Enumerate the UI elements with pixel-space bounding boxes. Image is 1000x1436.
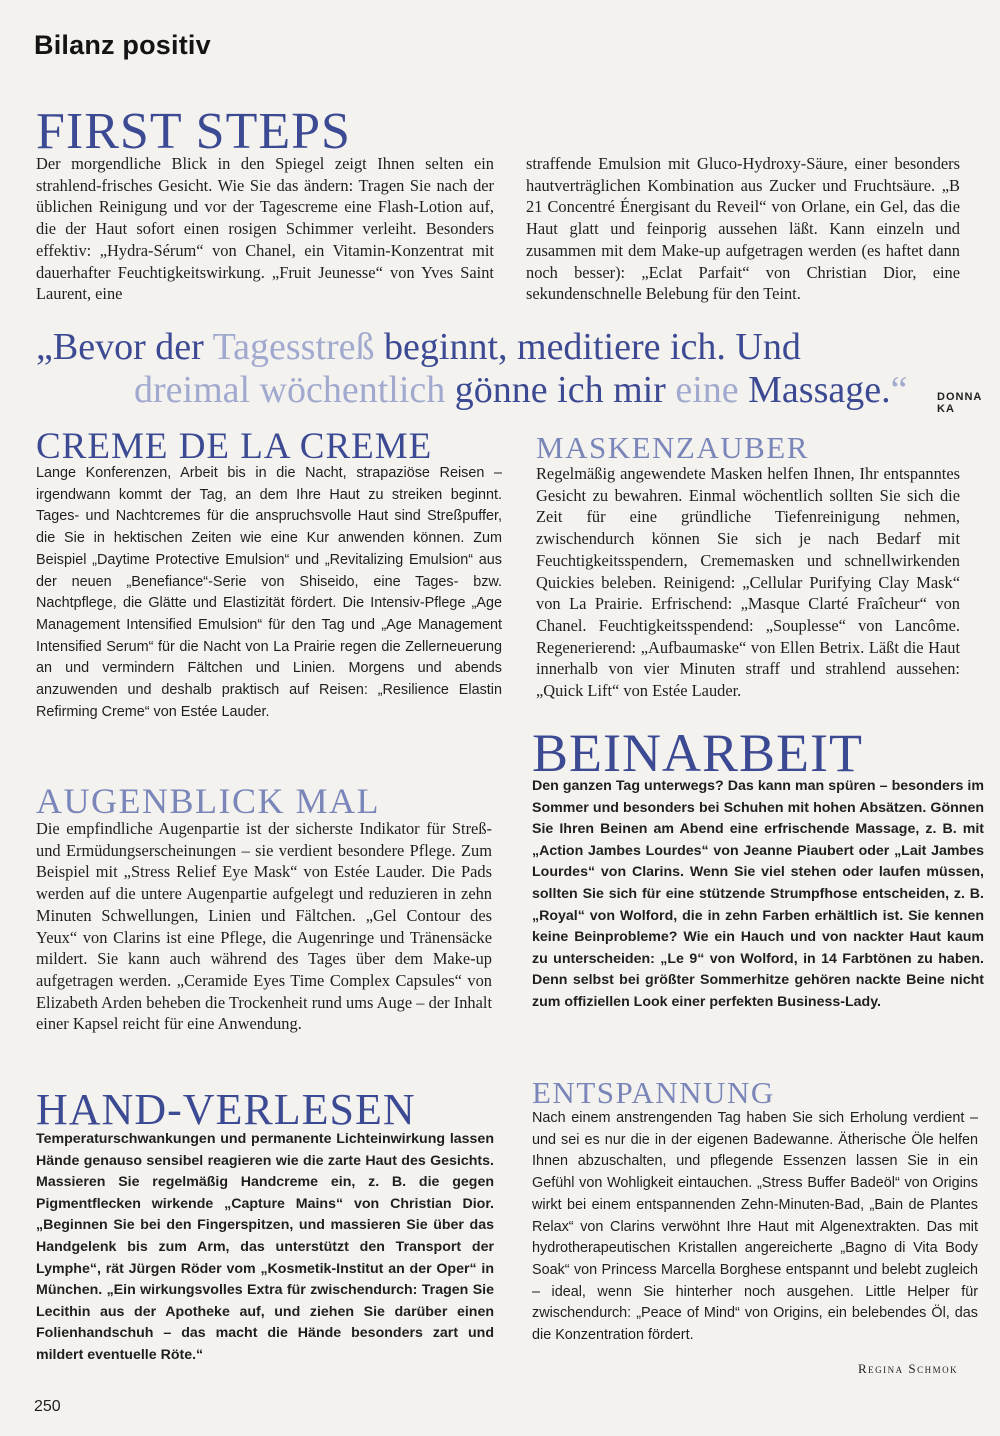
entsp-title: ENTSPANNUNG <box>532 1075 775 1110</box>
first-steps-title: FIRST STEPS <box>36 103 351 160</box>
quote-credit: DONNA KA <box>937 391 982 415</box>
masken-title: MASKENZAUBER <box>536 430 809 465</box>
hand-title: HAND-VERLESEN <box>36 1085 416 1134</box>
hand-text: Temperaturschwankungen und permanente Lichteinwirkung lassen Hände genauso sensibel reagieren wie die zarte Haut des Gesichts. Massieren Sie regelmäßig Handcreme ein, z. B. die gegen Pigmentflecken wirkende „Capture Mains“ von Christian Dior. „Beginnen Sie bei den Fingerspitzen, und massieren Sie über das Handgelenk bis zum Arm, das unterstützt den Transport der Lymphe“, rät Jürgen Röder vom „Kosmetik-Institut an der Oper“ in München. „Ein wirkungsvolles Extra für zwischendurch: Tragen Sie Lecithin aus der Apotheke auf, und ziehen Sie darüber einen Folienhandschuh – das macht die Hände besonders zart und mildert eventuelle Röte.“ <box>36 1131 494 1363</box>
quote-part: dreimal wöchentlich <box>134 369 446 411</box>
augen-text: Die empfindliche Augenpartie ist der sicherste Indikator für Streß- und Ermüdungserscheinungen – sie verdient besondere Pflege. Zum Beispiel mit „Stress Relief Eye Mask“ von Estée Lauder. Die Pads werden auf die untere Augenpartie aufgelegt und reduzieren in zehn Minuten Schwellungen, Linien und Fältchen. „Gel Contour des Yeux“ von Clarins ist eine Pflege, die Augenringe und Tränensäcke mildert. Sie kann auch während des Tages über dem Make-up aufgetragen werden. „Ceramide Eyes Time Complex Capsules“ von Elizabeth Arden beheben die Trockenheit rund ums Auge – der Inhalt einer Kapsel reicht für eine Anwendung. <box>36 819 492 1034</box>
quote-part: beginnt, meditiere ich. Und <box>374 326 801 368</box>
quote-part: “ <box>890 369 908 411</box>
quote-part: gönne ich mir <box>445 369 676 411</box>
quote-part: Massage. <box>738 369 891 411</box>
bein-title: BEINARBEIT <box>532 723 863 783</box>
creme-text: Lange Konferenzen, Arbeit bis in die Nacht, strapaziöse Reisen – irgendwann kommt der Tag, an dem Ihre Haut zu streiken beginnt. Tages- und Nachtcremes für die anspruchsvolle Haut sind Streßpuffer, die Sie in hektischen Zeiten wie eine Kur anwenden können. Zum Beispiel „Daytime Protective Emulsion“ und „Revitalizing Emulsion“ aus der neuen „Benefiance“-Serie von Shiseido, eine Tages- bzw. Nachtpflege, die Glätte und Elastizität fördert. Die Intensiv-Pflege „Age Management Intensified Emulsion“ für den Tag und „Age Management Intensified Serum“ für die Nacht von La Prairie regen die Zellerneuerung an und vermindern Fältchen und Linien. Morgens und abends anzuwenden und deshalb praktisch auf Reisen: „Resilience Elastin Refirming Creme“ von Estée Lauder. <box>36 465 502 720</box>
masken-text: Regelmäßig angewendete Masken helfen Ihnen, Ihr entspanntes Gesicht zu bewahren. Einmal wöchentlich sollten Sie sich die Zeit für eine gründliche Tiefenreinigung nehmen, zwischendurch können Sie sich je nach Bedarf mit Feuchtigkeitsspendern, Crememasken und schnellwirkenden Quickies beleben. Reinigend: „Cellular Purifying Clay Mask“ von La Prairie. Erfrischend: „Masque Clarté Fraîcheur“ von Chanel. Feuchtigkeitsspendend: „Souplesse“ von Lancôme. Regenerierend: „Aufbaumaske“ von Ellen Betrix. Läßt die Haut innerhalb von vier Minuten straff und strahlend aussehen: „Quick Lift“ von Estée Lauder. <box>536 464 960 701</box>
section-kicker: Bilanz positiv <box>34 30 211 60</box>
page-number: 250 <box>34 1398 61 1415</box>
first-steps-col2: straffende Emulsion mit Gluco-Hydroxy-Säure, einer besonders hautverträglichen Kombination aus Zucker und Fruchtsäure. „B 21 Concentré Énergisant du Reveil“ von Orlane, ein Gel, das die Haut glatt und feinporig aussehen läßt. Kann einzeln und zusammen mit dem Make-up aufgetragen werden (es haftet dann noch besser): „Eclat Parfait“ von Christian Dior, eine sekundenschnelle Belebung für den Teint. <box>526 154 960 304</box>
creme-title: CREME DE LA CREME <box>36 426 433 467</box>
quote-part: eine <box>675 369 739 411</box>
bein-text: Den ganzen Tag unterwegs? Das kann man spüren – besonders im Sommer und besonders bei Schuhen mit hohen Absätzen. Gönnen Sie Ihren Beinen am Abend eine erfrischende Massage, z. B. mit „Action Jambes Lourdes“ von Jeanne Piaubert oder „Lait Jambes Lourdes“ von Clarins. Wenn Sie viel stehen oder laufen müssen, sollten Sie sich für eine stützende Strumpfhose entscheiden, z. B. „Royal“ von Wolford, die in zehn Farben erhältlich ist. Sie kennen keine Beinprobleme? Wie ein Hauch und von nackter Haut kaum zu unterscheiden: „Le 9“ von Wolford, in 14 Farbtönen zu haben. Denn selbst bei größter Sommerhitze gehören nackte Beine nicht zum offiziellen Look einer perfekten Business-Lady. <box>532 778 984 1010</box>
first-steps-col1: Der morgendliche Blick in den Spiegel zeigt Ihnen selten ein strahlend-frisches Gesicht. Wie Sie das ändern: Tragen Sie nach der üblichen Reinigung und vor der Tagescreme eine Flash-Lotion auf, die der Haut sofort einen rosigen Schimmer verleiht. Besonders effektiv: „Hydra-Sérum“ von Chanel, ein Vitamin-Konzentrat mit dauerhafter Feuchtigkeitswirkung. „Fruit Jeunesse“ von Yves Saint Laurent, eine <box>36 154 494 304</box>
augen-title: AUGENBLICK MAL <box>36 781 380 821</box>
pull-quote-line1 <box>36 324 801 370</box>
pull-quote-line2 <box>134 367 907 413</box>
author-credit: Regina Schmok <box>858 1361 959 1376</box>
quote-part: „Bevor der <box>36 326 213 368</box>
quote-part: Tagesstreß <box>212 326 375 368</box>
entsp-text: Nach einem anstrengenden Tag haben Sie sich Erholung verdient – und sei es nur die in der eigenen Badewanne. Ätherische Öle helfen Ihnen abzuschalten, und pflegende Essenzen lassen Sie in ein Gefühl von Wohligkeit eintauchen. „Stress Buffer Badeöl“ von Origins wirkt bei einem entspannenden Zehn-Minuten-Bad, „Bain de Plantes Relax“ von Clarins verwöhnt Ihre Haut mit Algenextrakten. Das mit hydrotherapeutischen Kristallen angereicherte „Bagno di Vita Body Soak“ von Princess Marcella Borghese entspannt und belebt zugleich – ideal, wenn Sie hinterher noch ausgehen. Little Helper für zwischendurch: „Peace of Mind“ von Origins, ein belebendes Öl, das die Konzentration fördert. <box>532 1110 978 1344</box>
